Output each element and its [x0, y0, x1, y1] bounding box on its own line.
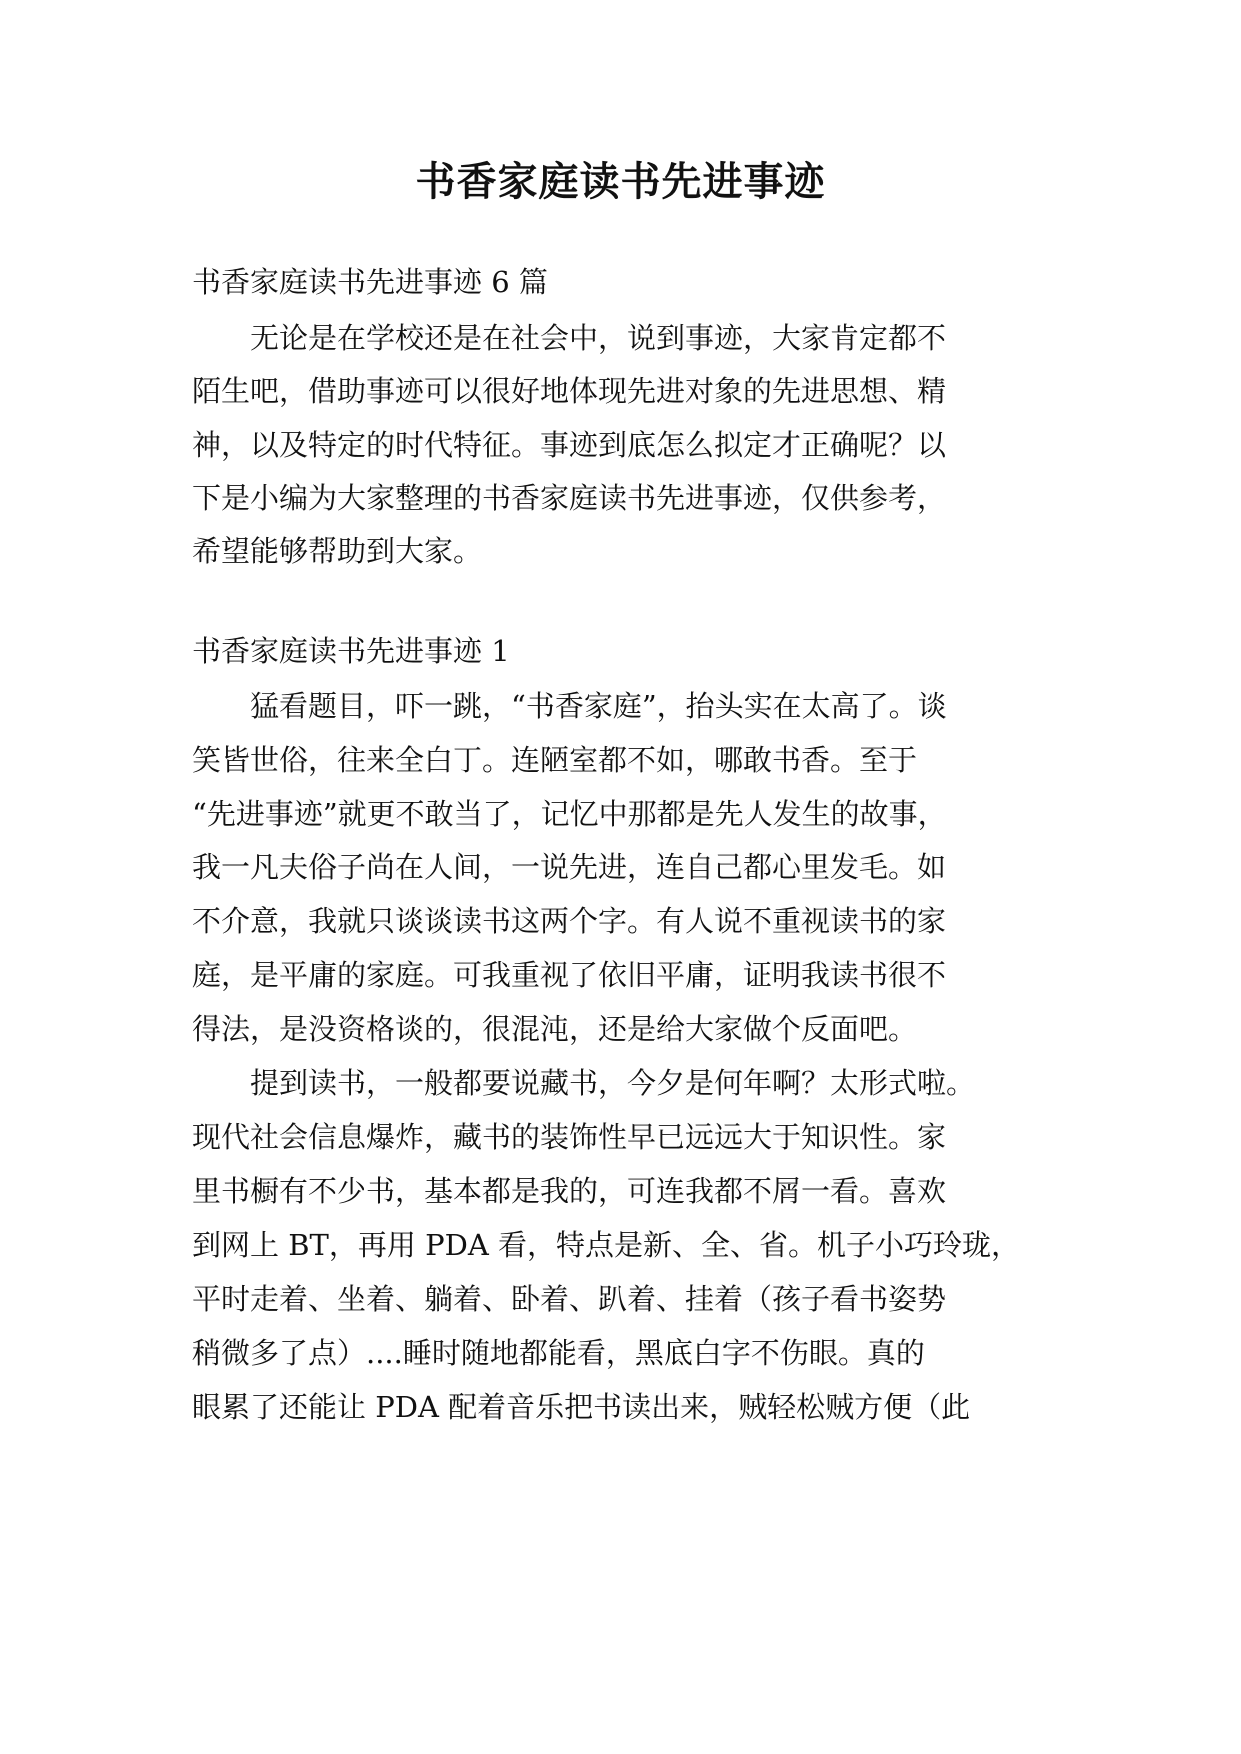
paragraph-line: 庭，是平庸的家庭。可我重视了依旧平庸，证明我读书很不 [192, 958, 947, 992]
paragraph-line: 希望能够帮助到大家。 [192, 534, 483, 568]
paragraph-line: “先进事迹”就更不敢当了，记忆中那都是先人发生的故事， [192, 797, 947, 831]
paragraph-line: 无论是在学校还是在社会中，说到事迹，大家肯定都不 [192, 321, 947, 355]
paragraph-line: 得法，是没资格谈的，很混沌，还是给大家做个反面吧。 [192, 1012, 918, 1046]
paragraph-line: 不介意，我就只谈谈读书这两个字。有人说不重视读书的家 [192, 904, 947, 938]
paragraph-line: 下是小编为大家整理的书香家庭读书先进事迹，仅供参考， [192, 481, 947, 515]
section-heading: 书香家庭读书先进事迹 1 [192, 634, 510, 668]
paragraph-line: 陌生吧，借助事迹可以很好地体现先进对象的先进思想、精 [192, 374, 947, 408]
paragraph-line: 神，以及特定的时代特征。事迹到底怎么拟定才正确呢？以 [192, 428, 947, 462]
paragraph-line: 眼累了还能让 PDA 配着音乐把书读出来，贼轻松贼方便（此 [192, 1390, 971, 1424]
section-heading: 书香家庭读书先进事迹 6 篇 [192, 265, 548, 299]
paragraph-line: 稍微多了点）....睡时随地都能看，黑底白字不伤眼。真的 [192, 1336, 925, 1370]
paragraph-line: 提到读书，一般都要说藏书，今夕是何年啊？太形式啦。 [192, 1066, 976, 1100]
paragraph-line: 到网上 BT，再用 PDA 看，特点是新、全、省。机子小巧玲珑， [192, 1228, 1021, 1262]
paragraph-line: 平时走着、坐着、躺着、卧着、趴着、挂着（孩子看书姿势 [192, 1282, 947, 1316]
document-title: 书香家庭读书先进事迹 [415, 158, 826, 205]
paragraph-line: 猛看题目，吓一跳，“书香家庭”，抬头实在太高了。谈 [192, 689, 947, 723]
paragraph-line: 我一凡夫俗子尚在人间，一说先进，连自己都心里发毛。如 [192, 850, 947, 884]
paragraph-line: 笑皆世俗，往来全白丁。连陋室都不如，哪敢书香。至于 [192, 743, 918, 777]
paragraph-line: 里书橱有不少书，基本都是我的，可连我都不屑一看。喜欢 [192, 1174, 947, 1208]
paragraph-line: 现代社会信息爆炸，藏书的装饰性早已远远大于知识性。家 [192, 1120, 947, 1154]
